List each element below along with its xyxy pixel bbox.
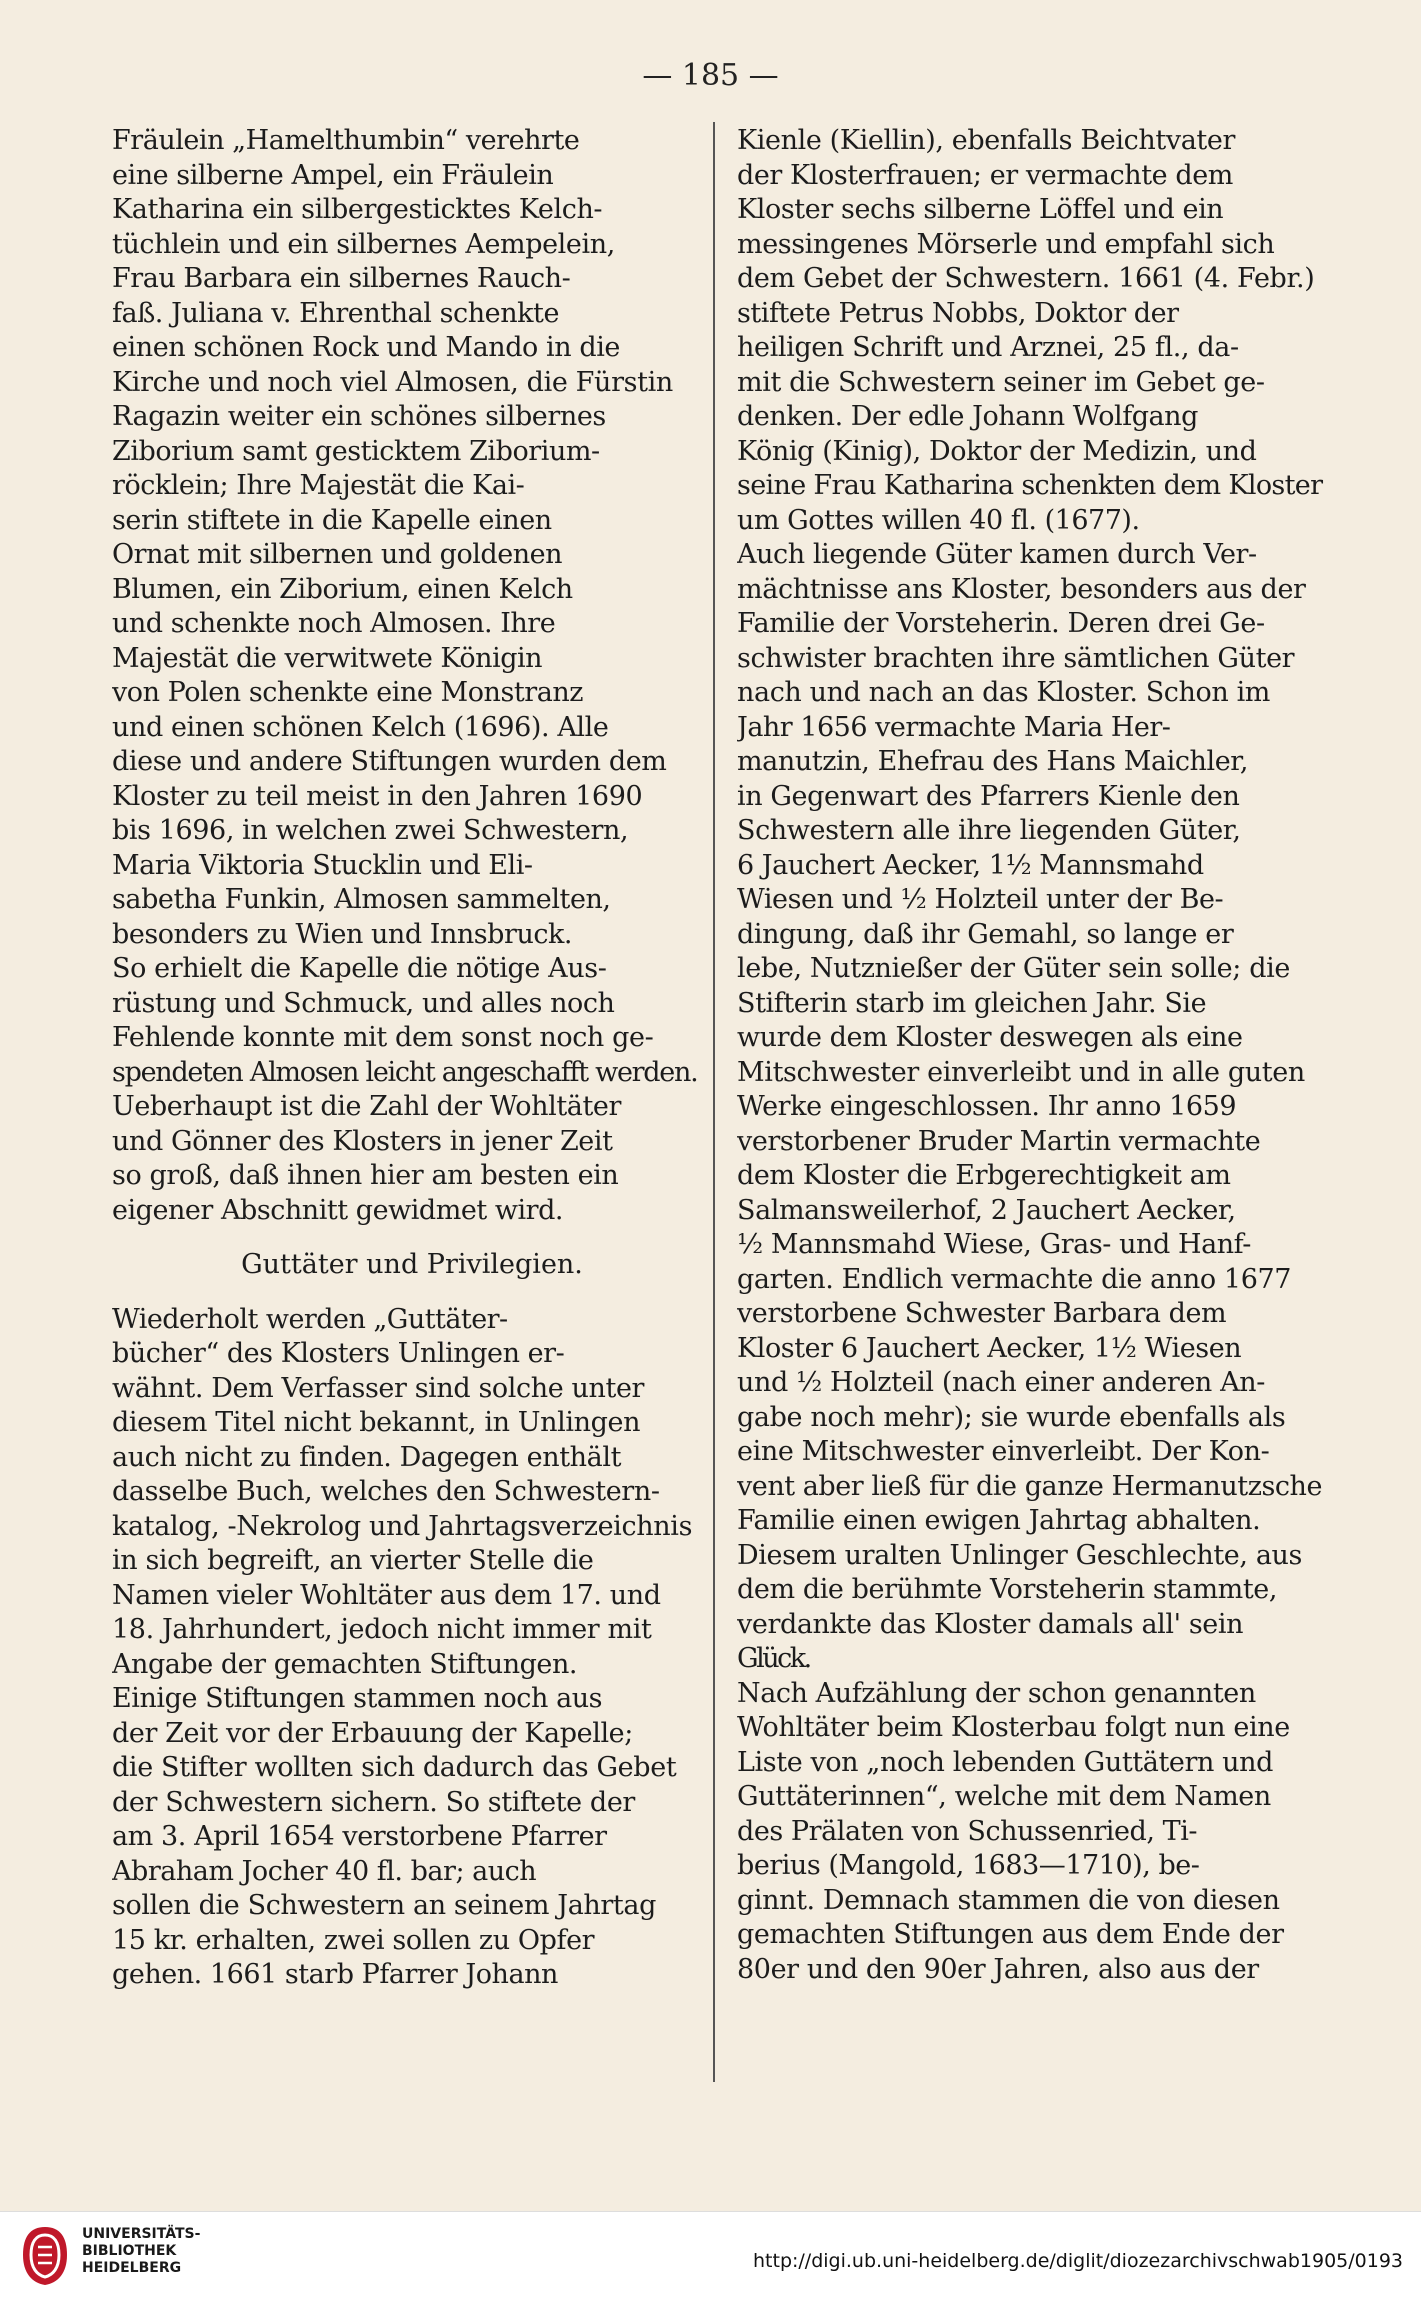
text-line: und einen schönen Kelch (1696). Alle [112, 711, 609, 743]
text-line: wähnt. Dem Verfasser sind solche unter [112, 1372, 645, 1404]
text-line: dingung, daß ihr Gemahl, so lange er [737, 918, 1234, 950]
text-line: Jahr 1656 vermachte Maria Her- [737, 711, 1171, 743]
text-line: und ½ Holzteil (nach einer anderen An- [737, 1367, 1265, 1398]
column-divider [713, 122, 715, 2082]
text-line: Katharina ein silbergesticktes Kelch- [112, 194, 603, 225]
text-line: der Klosterfrauen; er vermachte dem [737, 159, 1233, 191]
text-line: Namen vieler Wohltäter aus dem 17. und [112, 1579, 661, 1611]
text-line: berius (Mangold, 1683—1710), be- [737, 1850, 1200, 1881]
text-line: Diesem uralten Unlinger Geschlechte, aus [737, 1539, 1303, 1571]
text-line: Familie der Vorsteherin. Deren drei Ge- [737, 608, 1265, 639]
text-line: Maria Viktoria Stucklin und Eli- [112, 849, 533, 881]
text-line: Kloster sechs silberne Löffel und ein [737, 194, 1224, 225]
text-line: der Schwestern sichern. So stiftete der [112, 1786, 635, 1818]
text-line: lebe, Nutznießer der Güter sein solle; die [737, 953, 1291, 984]
paragraph-gap [112, 1283, 712, 1303]
text-line: röcklein; Ihre Majestät die Kai- [112, 470, 525, 501]
text-line: 80er und den 90er Jahren, also aus der [737, 1953, 1259, 1985]
text-line: Werke eingeschlossen. Ihr anno 1659 [737, 1091, 1237, 1122]
text-line: Blumen, ein Ziborium, einen Kelch [112, 573, 573, 605]
text-line: Glück. [737, 1643, 810, 1674]
text-line: garten. Endlich vermachte die anno 1677 [737, 1263, 1292, 1295]
text-line: Einige Stiftungen stammen noch aus [112, 1683, 603, 1714]
text-line: am 3. April 1654 verstorbene Pfarrer [112, 1821, 607, 1852]
text-line: Schwestern alle ihre liegenden Güter, [737, 815, 1241, 846]
text-line: vent aber ließ für die ganze Hermanutzsche [737, 1470, 1323, 1502]
text-line: mit die Schwestern seiner im Gebet ge- [737, 366, 1265, 398]
text-line: dem Kloster die Erbgerechtigkeit am [737, 1160, 1231, 1191]
library-name-line: HEIDELBERG [82, 2260, 182, 2276]
text-line: stiftete Petrus Nobbs, Doktor der [737, 297, 1179, 329]
text-line: serin stiftete in die Kapelle einen [112, 504, 552, 536]
text-line: eigener Abschnitt gewidmet wird. [112, 1194, 564, 1226]
text-line: So erhielt die Kapelle die nötige Aus- [112, 953, 607, 984]
text-line: Auch liegende Güter kamen durch Ver- [737, 539, 1257, 570]
text-line: Wohltäter beim Klosterbau folgt nun eine [737, 1712, 1290, 1743]
text-line: Fehlende konnte mit dem sonst noch ge- [112, 1022, 654, 1053]
text-line: der Zeit vor der Erbauung der Kapelle; [112, 1717, 633, 1749]
source-url-link[interactable]: http://digi.ub.uni-heidelberg.de/diglit/diozezarchivschwab1905/0193 [753, 2250, 1403, 2272]
text-line: Ragazin weiter ein schönes silbernes [112, 401, 606, 432]
text-line: diesem Titel nicht bekannt, in Unlingen [112, 1407, 641, 1438]
text-line: gemachten Stiftungen aus dem Ende der [737, 1919, 1284, 1950]
text-line: Ziborium samt gesticktem Ziborium- [112, 435, 600, 467]
text-line: Nach Aufzählung der schon genannten [737, 1677, 1256, 1709]
text-line: dem Gebet der Schwestern. 1661 (4. Febr.) [737, 263, 1315, 294]
text-line: wurde dem Kloster deswegen als eine [737, 1022, 1243, 1053]
text-line: Frau Barbara ein silbernes Rauch- [112, 263, 571, 294]
text-line: Kloster 6 Jauchert Aecker, 1½ Wiesen [737, 1332, 1242, 1364]
text-line: tüchlein und ein silbernes Aempelein, [112, 228, 615, 260]
library-name-line: UNIVERSITÄTS- [82, 2226, 201, 2242]
left-column [112, 124, 712, 1993]
text-line: Abraham Jocher 40 fl. bar; auch [112, 1855, 537, 1887]
text-line: Ueberhaupt ist die Zahl der Wohltäter [112, 1091, 621, 1122]
text-line: 6 Jauchert Aecker, 1½ Mannsmahd [737, 849, 1204, 881]
text-line: so groß, daß ihnen hier am besten ein [112, 1160, 619, 1191]
page-number: — 185 — [642, 58, 779, 93]
text-line: Angabe der gemachten Stiftungen. [112, 1648, 577, 1680]
text-line: Ornat mit silbernen und goldenen [112, 539, 563, 570]
text-line: verstorbene Schwester Barbara dem [737, 1298, 1227, 1329]
text-line: von Polen schenkte eine Monstranz [112, 677, 584, 708]
text-line: des Prälaten von Schussenried, Ti- [737, 1815, 1198, 1847]
text-line: König (Kinig), Doktor der Medizin, und [737, 435, 1257, 467]
university-seal-icon [20, 2225, 70, 2287]
text-line: Fräulein „Hamelthumbin“ verehrte [112, 125, 580, 156]
text-line: diese und andere Stiftungen wurden dem [112, 746, 667, 777]
text-line: besonders zu Wien und Innsbruck. [112, 918, 573, 950]
text-line: eine Mitschwester einverleibt. Der Kon- [737, 1436, 1270, 1467]
text-line: in sich begreift, an vierter Stelle die [112, 1545, 594, 1576]
text-line: Familie einen ewigen Jahrtag abhalten. [737, 1505, 1261, 1536]
text-line: Kloster zu teil meist in den Jahren 1690 [112, 780, 643, 812]
section-heading: Guttäter und Privilegien. [241, 1249, 583, 1280]
text-line: Mitschwester einverleibt und in alle guten [737, 1056, 1305, 1088]
text-line: denken. Der edle Johann Wolfgang [737, 401, 1198, 432]
text-line: gabe noch mehr); sie wurde ebenfalls als [737, 1401, 1286, 1433]
text-line: bis 1696, in welchen zwei Schwestern, [112, 815, 629, 846]
text-line: Kienle (Kiellin), ebenfalls Beichtvater [737, 125, 1236, 156]
library-name-line: BIBLIOTHEK [82, 2243, 177, 2259]
text-line: schwister brachten ihre sämtlichen Güter [737, 642, 1295, 674]
text-line: sabetha Funkin, Almosen sammelten, [112, 884, 611, 915]
text-line: dem die berühmte Vorsteherin stammte, [737, 1574, 1278, 1605]
text-line: 15 kr. erhalten, zwei sollen zu Opfer [112, 1924, 595, 1956]
text-line: Liste von „noch lebenden Guttätern und [737, 1746, 1274, 1778]
text-line: nach und nach an das Kloster. Schon im [737, 677, 1271, 708]
text-line: Majestät die verwitwete Königin [112, 642, 543, 674]
text-line: katalog, -Nekrolog und Jahrtagsverzeichnis [112, 1510, 693, 1542]
text-line: in Gegenwart des Pfarrers Kienle den [737, 780, 1240, 812]
text-line: heiligen Schrift und Arznei, 25 fl., da- [737, 332, 1239, 363]
text-line: messingenes Mörserle und empfahl sich [737, 228, 1275, 260]
text-line: 18. Jahrhundert, jedoch nicht immer mit [112, 1614, 652, 1645]
paragraph-gap [112, 1228, 712, 1248]
text-line: und schenkte noch Almosen. Ihre [112, 608, 556, 639]
text-line: Guttäterinnen“, welche mit dem Namen [737, 1781, 1271, 1812]
text-line: sollen die Schwestern an seinem Jahrtag [112, 1890, 657, 1921]
text-line: Salmansweilerhof, 2 Jauchert Aecker, [737, 1194, 1236, 1226]
text-line: faß. Juliana v. Ehrenthal schenkte [112, 297, 560, 329]
text-line: eine silberne Ampel, ein Fräulein [112, 159, 554, 191]
text-line: Kirche und noch viel Almosen, die Fürstin [112, 366, 673, 398]
text-line: verstorbener Bruder Martin vermachte [737, 1125, 1261, 1157]
text-line: die Stifter wollten sich dadurch das Gebet [112, 1752, 677, 1783]
text-line: Stifterin starb im gleichen Jahr. Sie [737, 987, 1207, 1019]
library-name [82, 2226, 200, 2277]
text-line: um Gottes willen 40 fl. (1677). [737, 504, 1140, 536]
right-column [737, 124, 1337, 1987]
text-line: spendeten Almosen leicht angeschafft werden. [112, 1056, 698, 1088]
text-line: mächtnisse ans Kloster, besonders aus der [737, 573, 1306, 605]
text-line: verdankte das Kloster damals all' sein [737, 1608, 1244, 1640]
text-line: Wiesen und ½ Holzteil unter der Be- [737, 884, 1224, 915]
text-line: Wiederholt werden „Guttäter- [112, 1303, 508, 1335]
text-line: ginnt. Demnach stammen die von diesen [737, 1884, 1280, 1916]
text-line: ½ Mannsmahd Wiese, Gras- und Hanf- [737, 1229, 1251, 1260]
text-line: einen schönen Rock und Mando in die [112, 332, 620, 363]
text-line: dasselbe Buch, welches den Schwestern- [112, 1476, 660, 1507]
text-line: seine Frau Katharina schenkten dem Kloster [737, 470, 1323, 501]
text-line: rüstung und Schmuck, und alles noch [112, 987, 615, 1019]
text-line: gehen. 1661 starb Pfarrer Johann [112, 1959, 558, 1990]
text-line: bücher“ des Klosters Unlingen er- [112, 1338, 565, 1369]
text-line: manutzin, Ehefrau des Hans Maichler, [737, 746, 1248, 777]
text-line: auch nicht zu finden. Dagegen enthält [112, 1441, 622, 1473]
text-line: und Gönner des Klosters in jener Zeit [112, 1125, 613, 1157]
